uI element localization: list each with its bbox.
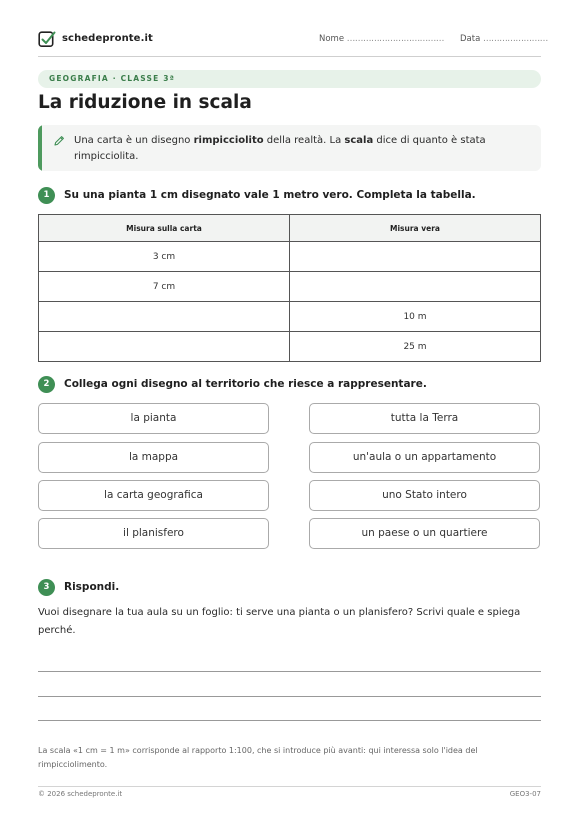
header — [38, 30, 548, 50]
name-label: Nome — [319, 34, 345, 44]
match-left-item[interactable]: il planisfero — [38, 518, 269, 549]
table-cell-answer[interactable] — [39, 332, 290, 362]
match-right-item[interactable]: tutta la Terra — [309, 403, 540, 434]
info-accent-bar — [38, 125, 42, 171]
info-part-1: Una carta è un disegno — [74, 135, 194, 146]
brand-name: schedepronte.it — [62, 33, 153, 44]
match-left-item[interactable]: la mappa — [38, 442, 269, 473]
info-part-3: dice di quanto è stata rimpicciolita. — [74, 135, 486, 162]
table-cell: 3 cm — [39, 242, 290, 272]
info-bold-scala: scala — [344, 135, 374, 146]
footnote: La scala «1 cm = 1 m» corrisponde al rapporto 1:100, che si introduce più avanti: qui interessa solo l'idea del rimpicciolimento. — [38, 746, 478, 769]
table-row — [39, 242, 541, 272]
column-header-map: Misura sulla carta — [39, 215, 290, 242]
info-text — [74, 133, 514, 165]
subject-label: GEOGRAFIA · CLASSE 3ª — [49, 74, 176, 83]
info-box — [38, 125, 541, 171]
match-right-item[interactable]: uno Stato intero — [309, 480, 540, 511]
footer-code: GEO3-07 — [509, 790, 541, 798]
name-dots: ……………………………… — [346, 34, 444, 44]
info-part-2: della realtà. La — [263, 135, 345, 146]
page-title: La riduzione in scala — [38, 92, 252, 113]
match-right-item[interactable]: un paese o un quartiere — [309, 518, 540, 549]
table-cell-answer[interactable] — [290, 242, 541, 272]
table-header-row — [39, 215, 541, 242]
checkbox-logo-icon — [38, 30, 56, 48]
match-left-item[interactable]: la pianta — [38, 403, 269, 434]
answer-line[interactable] — [38, 720, 541, 721]
name-field[interactable] — [319, 34, 444, 44]
scale-table — [38, 214, 541, 362]
header-divider — [38, 56, 541, 57]
pencil-icon — [53, 135, 65, 147]
exercise-2-instruction: Collega ogni disegno al territorio che riesce a rappresentare. — [64, 378, 427, 390]
answer-line[interactable] — [38, 696, 541, 697]
footer-copyright: © 2026 schedepronte.it — [38, 790, 123, 798]
table-cell-answer[interactable] — [39, 302, 290, 332]
date-field[interactable] — [460, 34, 548, 44]
table-cell: 10 m — [290, 302, 541, 332]
table-cell: 7 cm — [39, 272, 290, 302]
exercise-1-number: 1 — [38, 187, 55, 204]
column-header-real: Misura vera — [290, 215, 541, 242]
table-cell: 25 m — [290, 332, 541, 362]
answer-line[interactable] — [38, 671, 541, 672]
table-row — [39, 302, 541, 332]
worksheet-page — [38, 0, 548, 819]
footer-divider — [38, 786, 541, 787]
table-cell-answer[interactable] — [290, 272, 541, 302]
exercise-2-number: 2 — [38, 376, 55, 393]
date-dots: …………………… — [483, 34, 548, 44]
exercise-3-question: Vuoi disegnare la tua aula su un foglio: ti serve una pianta o un planisfero? Scrivi quale e spiega perché. — [38, 607, 521, 636]
table-row — [39, 332, 541, 362]
match-left-item[interactable]: la carta geografica — [38, 480, 269, 511]
match-right-item[interactable]: un'aula o un appartamento — [309, 442, 540, 473]
exercise-3-instruction: Rispondi. — [64, 581, 120, 593]
table-row — [39, 272, 541, 302]
exercise-3-number: 3 — [38, 579, 55, 596]
date-label: Data — [460, 34, 481, 44]
subject-band — [38, 70, 541, 88]
exercise-1-instruction: Su una pianta 1 cm disegnato vale 1 metro vero. Completa la tabella. — [64, 189, 476, 201]
info-bold-rimpicciolito: rimpicciolito — [193, 135, 264, 146]
